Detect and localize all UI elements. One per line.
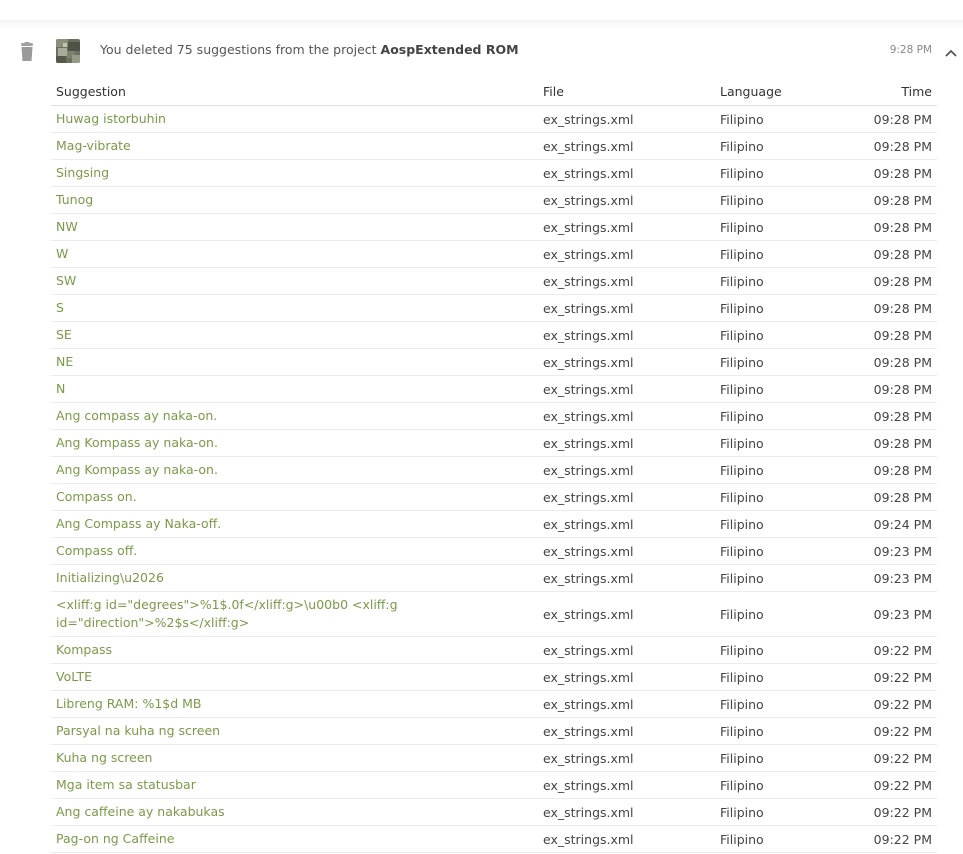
table-row (51, 664, 937, 691)
column-header-suggestion: Suggestion (51, 78, 538, 106)
suggestion-cell[interactable]: NE (51, 349, 538, 376)
suggestion-cell[interactable]: Pag-on ng Caffeine (51, 826, 538, 853)
language-cell: Filipino (715, 430, 848, 457)
table-row (51, 511, 937, 538)
table-row (51, 484, 937, 511)
file-cell: ex_strings.xml (538, 322, 715, 349)
column-header-file: File (538, 78, 715, 106)
table-row (51, 565, 937, 592)
table-row (51, 268, 937, 295)
language-cell: Filipino (715, 826, 848, 853)
language-cell: Filipino (715, 664, 848, 691)
file-cell: ex_strings.xml (538, 214, 715, 241)
language-cell: Filipino (715, 295, 848, 322)
table-row (51, 637, 937, 664)
suggestion-cell[interactable]: Ang Compass ay Naka-off. (51, 511, 538, 538)
suggestion-cell[interactable]: N (51, 376, 538, 403)
time-cell: 09:28 PM (848, 268, 937, 295)
suggestion-cell[interactable]: Compass off. (51, 538, 538, 565)
table-body (51, 106, 937, 853)
time-cell: 09:28 PM (848, 295, 937, 322)
table-header-row (51, 78, 937, 106)
file-cell: ex_strings.xml (538, 538, 715, 565)
file-cell: ex_strings.xml (538, 565, 715, 592)
table-row (51, 133, 937, 160)
time-cell: 09:28 PM (848, 106, 937, 133)
language-cell: Filipino (715, 241, 848, 268)
chevron-up-icon[interactable] (944, 43, 958, 53)
table-row (51, 106, 937, 133)
avatar[interactable] (56, 39, 80, 63)
file-cell: ex_strings.xml (538, 745, 715, 772)
suggestion-cell[interactable]: Parsyal na kuha ng screen (51, 718, 538, 745)
suggestion-cell[interactable]: Kompass (51, 637, 538, 664)
file-cell: ex_strings.xml (538, 295, 715, 322)
suggestion-cell[interactable]: Mga item sa statusbar (51, 772, 538, 799)
file-cell: ex_strings.xml (538, 772, 715, 799)
file-cell: ex_strings.xml (538, 826, 715, 853)
activity-panel (0, 30, 963, 854)
table-row (51, 349, 937, 376)
file-cell: ex_strings.xml (538, 349, 715, 376)
language-cell: Filipino (715, 592, 848, 637)
table-row (51, 322, 937, 349)
file-cell: ex_strings.xml (538, 268, 715, 295)
file-cell: ex_strings.xml (538, 376, 715, 403)
file-cell: ex_strings.xml (538, 718, 715, 745)
file-cell: ex_strings.xml (538, 106, 715, 133)
table-row (51, 826, 937, 853)
suggestion-cell[interactable]: VoLTE (51, 664, 538, 691)
language-cell: Filipino (715, 745, 848, 772)
trash-icon (18, 42, 36, 62)
time-cell: 09:28 PM (848, 349, 937, 376)
suggestion-cell[interactable]: Kuha ng screen (51, 745, 538, 772)
time-cell: 09:28 PM (848, 322, 937, 349)
file-cell: ex_strings.xml (538, 511, 715, 538)
time-cell: 09:23 PM (848, 538, 937, 565)
suggestion-cell[interactable]: Singsing (51, 160, 538, 187)
activity-message-prefix: You deleted 75 suggestions from the project (100, 42, 381, 57)
language-cell: Filipino (715, 403, 848, 430)
project-link[interactable]: AospExtended ROM (380, 42, 519, 57)
suggestion-cell[interactable]: SE (51, 322, 538, 349)
language-cell: Filipino (715, 772, 848, 799)
time-cell: 09:22 PM (848, 637, 937, 664)
suggestion-cell[interactable]: Compass on. (51, 484, 538, 511)
top-strip (0, 0, 963, 31)
file-cell: ex_strings.xml (538, 799, 715, 826)
file-cell: ex_strings.xml (538, 664, 715, 691)
time-cell: 09:22 PM (848, 826, 937, 853)
language-cell: Filipino (715, 457, 848, 484)
time-cell: 09:28 PM (848, 484, 937, 511)
language-cell: Filipino (715, 538, 848, 565)
language-cell: Filipino (715, 718, 848, 745)
language-cell: Filipino (715, 349, 848, 376)
time-cell: 09:28 PM (848, 160, 937, 187)
table-row (51, 691, 937, 718)
table-row (51, 718, 937, 745)
file-cell: ex_strings.xml (538, 457, 715, 484)
suggestion-cell[interactable]: <xliff:g id="degrees">%1$.0f</xliff:g>\u00b0 <xliff:g id="direction">%2$s</xliff:g> (51, 592, 538, 637)
column-header-time: Time (848, 78, 937, 106)
table-row (51, 376, 937, 403)
time-cell: 09:22 PM (848, 772, 937, 799)
table-row (51, 772, 937, 799)
suggestion-cell[interactable]: Ang caffeine ay nakabukas (51, 799, 538, 826)
language-cell: Filipino (715, 484, 848, 511)
time-cell: 09:22 PM (848, 664, 937, 691)
suggestion-cell[interactable]: Tunog (51, 187, 538, 214)
language-cell: Filipino (715, 565, 848, 592)
table-row (51, 430, 937, 457)
time-cell: 09:24 PM (848, 511, 937, 538)
time-cell: 09:28 PM (848, 133, 937, 160)
file-cell: ex_strings.xml (538, 187, 715, 214)
table-row (51, 214, 937, 241)
time-cell: 09:28 PM (848, 403, 937, 430)
time-cell: 09:28 PM (848, 376, 937, 403)
table-row (51, 403, 937, 430)
activity-time: 9:28 PM (889, 44, 932, 56)
file-cell: ex_strings.xml (538, 484, 715, 511)
suggestion-cell[interactable]: Ang Kompass ay naka-on. (51, 430, 538, 457)
table-row (51, 187, 937, 214)
table-row (51, 295, 937, 322)
suggestion-cell[interactable]: Ang compass ay naka-on. (51, 403, 538, 430)
language-cell: Filipino (715, 187, 848, 214)
suggestion-cell[interactable]: Libreng RAM: %1$d MB (51, 691, 538, 718)
time-cell: 09:28 PM (848, 457, 937, 484)
language-cell: Filipino (715, 214, 848, 241)
file-cell: ex_strings.xml (538, 637, 715, 664)
table-row (51, 160, 937, 187)
time-cell: 09:23 PM (848, 592, 937, 637)
time-cell: 09:28 PM (848, 241, 937, 268)
file-cell: ex_strings.xml (538, 241, 715, 268)
file-cell: ex_strings.xml (538, 403, 715, 430)
table-row (51, 457, 937, 484)
table-row (51, 592, 937, 637)
table-row (51, 799, 937, 826)
time-cell: 09:28 PM (848, 187, 937, 214)
suggestion-cell[interactable]: Ang Kompass ay naka-on. (51, 457, 538, 484)
file-cell: ex_strings.xml (538, 133, 715, 160)
table-row (51, 745, 937, 772)
table-row (51, 538, 937, 565)
suggestion-cell[interactable]: SW (51, 268, 538, 295)
language-cell: Filipino (715, 106, 848, 133)
suggestion-cell[interactable]: Initializing\u2026 (51, 565, 538, 592)
column-header-language: Language (715, 78, 848, 106)
time-cell: 09:22 PM (848, 799, 937, 826)
suggestion-cell[interactable]: NW (51, 214, 538, 241)
file-cell: ex_strings.xml (538, 430, 715, 457)
file-cell: ex_strings.xml (538, 160, 715, 187)
language-cell: Filipino (715, 637, 848, 664)
time-cell: 09:28 PM (848, 430, 937, 457)
language-cell: Filipino (715, 691, 848, 718)
time-cell: 09:22 PM (848, 718, 937, 745)
language-cell: Filipino (715, 376, 848, 403)
suggestion-cell[interactable]: Mag-vibrate (51, 133, 538, 160)
language-cell: Filipino (715, 133, 848, 160)
file-cell: ex_strings.xml (538, 592, 715, 637)
activity-message (100, 42, 519, 57)
language-cell: Filipino (715, 268, 848, 295)
suggestion-cell[interactable]: S (51, 295, 538, 322)
time-cell: 09:22 PM (848, 745, 937, 772)
time-cell: 09:22 PM (848, 691, 937, 718)
table-row (51, 241, 937, 268)
suggestion-cell[interactable]: Huwag istorbuhin (51, 106, 538, 133)
activity-header (0, 30, 963, 72)
language-cell: Filipino (715, 799, 848, 826)
time-cell: 09:28 PM (848, 214, 937, 241)
language-cell: Filipino (715, 322, 848, 349)
suggestions-table (51, 78, 937, 853)
suggestion-cell[interactable]: W (51, 241, 538, 268)
language-cell: Filipino (715, 511, 848, 538)
language-cell: Filipino (715, 160, 848, 187)
file-cell: ex_strings.xml (538, 691, 715, 718)
time-cell: 09:23 PM (848, 565, 937, 592)
